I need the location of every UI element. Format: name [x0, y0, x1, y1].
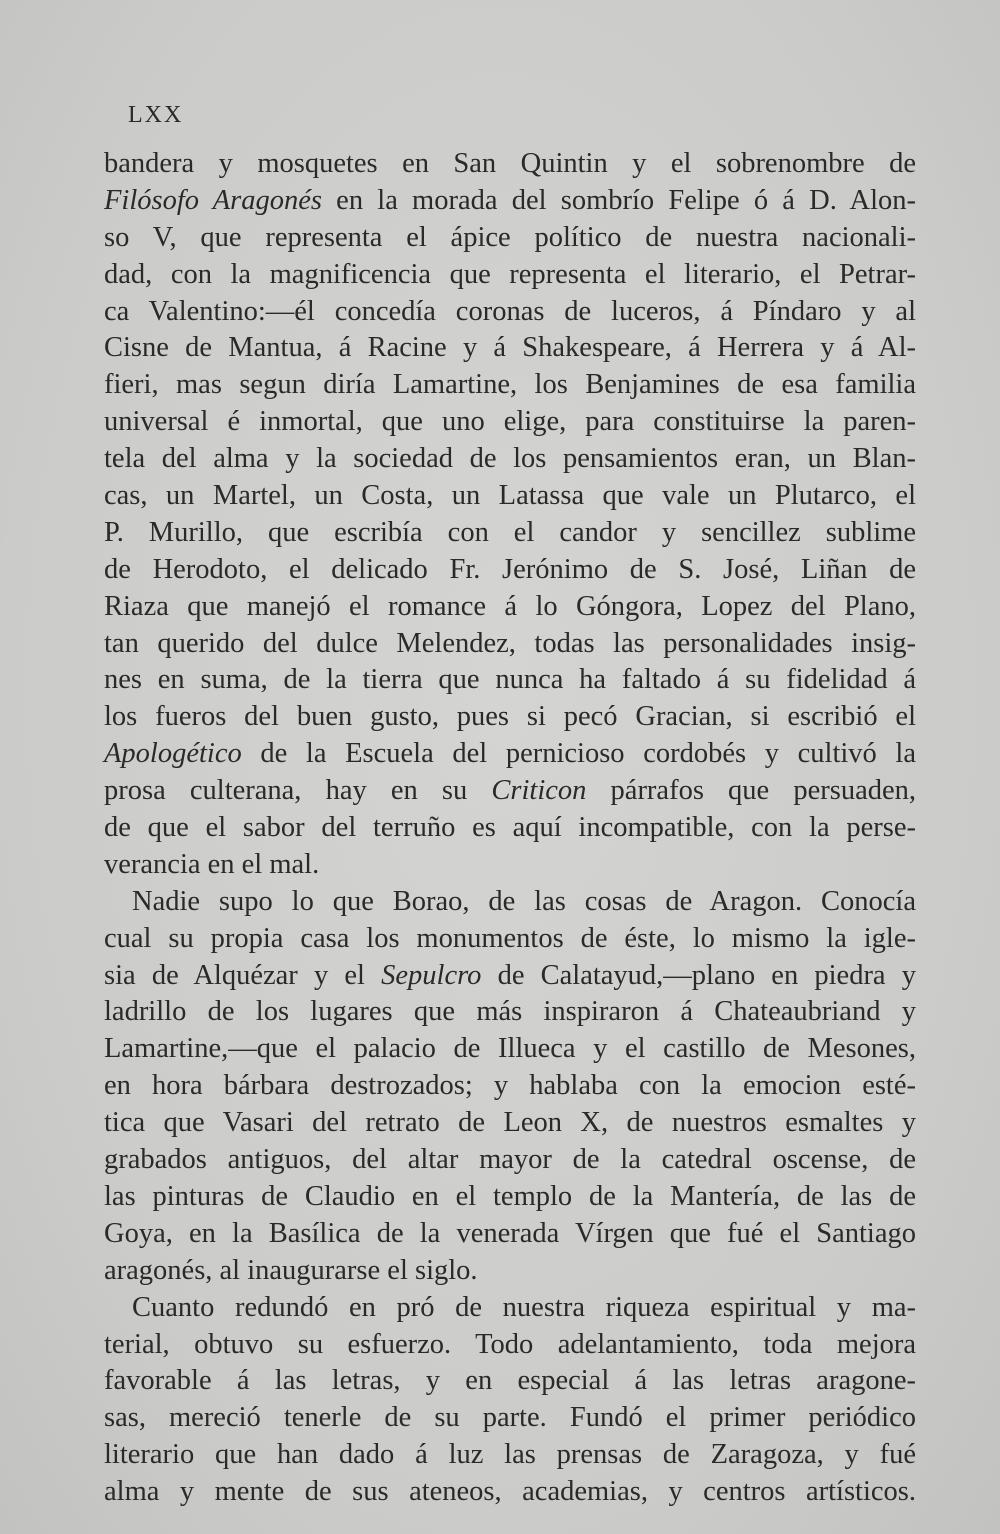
text-line	[104, 1327, 916, 1364]
text-run: cual su propia casa los monumentos de éste, lo mismo la igle-	[104, 922, 916, 954]
text-run: ladrillo de los lugares que más inspiraron á Chateaubriand y	[104, 996, 916, 1028]
text-run: P. Murillo, que escribía con el candor y sencillez sublime	[104, 516, 916, 548]
text-line	[104, 1216, 916, 1253]
text-line	[104, 330, 916, 367]
text-run: dad, con la magnificencia que representa el literario, el Petrar-	[104, 258, 916, 290]
italic-title: Apologético	[104, 738, 242, 770]
text-run: so V, que representa el ápice político de nuestra nacionali-	[104, 221, 916, 253]
text-line	[104, 958, 916, 995]
text-run: cas, un Martel, un Costa, un Latassa que vale un Plutarco, el	[104, 480, 916, 512]
text-line	[104, 404, 916, 441]
text-line	[104, 1105, 916, 1142]
text-run: terial, obtuvo su esfuerzo. Todo adelantamiento, toda mejora	[104, 1328, 916, 1360]
text-run: universal é inmortal, que uno elige, para constituirse la paren-	[104, 406, 916, 438]
text-run: tica que Vasari del retrato de Leon X, de nuestros esmaltes y	[104, 1107, 916, 1139]
text-line	[104, 441, 916, 478]
text-line	[104, 146, 916, 183]
text-line	[104, 515, 916, 552]
text-line	[104, 294, 916, 331]
text-run: de Herodoto, el delicado Fr. Jerónimo de S. José, Liñan de	[104, 553, 916, 585]
text-line	[104, 220, 916, 257]
text-run: los fueros del buen gusto, pues si pecó Gracian, si escribió el	[104, 701, 916, 733]
text-run: Lamartine,—que el palacio de Illueca y el castillo de Mesones,	[104, 1033, 916, 1065]
text-line	[104, 1474, 916, 1511]
text-run: ca Valentino:—él concedía coronas de luceros, á Píndaro y al	[104, 295, 916, 327]
text-run: verancia en el mal.	[104, 848, 320, 880]
text-run: fieri, mas segun diría Lamartine, los Benjamines de esa familia	[104, 369, 916, 401]
text-line	[104, 1031, 916, 1068]
text-run: Riaza que manejó el romance á lo Góngora, Lopez del Plano,	[104, 590, 916, 622]
italic-title: Sepulcro	[381, 959, 482, 991]
text-run: Cuanto redundó en pró de nuestra riqueza espiritual y ma-	[132, 1291, 916, 1323]
text-run: bandera y mosquetes en San Quintin y el sobrenombre de	[104, 148, 916, 179]
text-line	[104, 1363, 916, 1400]
text-line	[104, 1400, 916, 1437]
text-run: prosa culterana, hay en su	[104, 775, 492, 807]
text-line	[104, 478, 916, 515]
text-line	[104, 257, 916, 294]
text-run: párrafos que persuaden,	[586, 775, 916, 807]
text-run: sia de Alquézar y el	[104, 959, 382, 991]
italic-title: Criticon	[491, 775, 587, 807]
text-run: aragonés, al inaugurarse el siglo.	[104, 1254, 478, 1286]
text-line	[104, 1142, 916, 1179]
text-run: tan querido del dulce Melendez, todas las personalidades insig-	[104, 627, 916, 659]
text-line	[104, 994, 916, 1031]
body-text	[104, 146, 916, 1511]
text-run: nes en suma, de la tierra que nunca ha faltado á su fidelidad á	[104, 664, 916, 696]
text-line	[104, 1253, 916, 1290]
text-line	[104, 183, 916, 220]
text-run: de la Escuela del pernicioso cordobés y cultivó la	[241, 738, 916, 770]
text-run: favorable á las letras, y en especial á las letras aragone-	[104, 1365, 916, 1397]
text-run: Goya, en la Basílica de la venerada Vírgen que fué el Santiago	[104, 1217, 916, 1249]
text-line	[104, 1290, 916, 1327]
text-run: Nadie supo lo que Borao, de las cosas de Aragon. Conocía	[132, 885, 916, 917]
text-run: literario que han dado á luz las prensas de Zaragoza, y fué	[104, 1439, 916, 1471]
italic-title: Filósofo Aragonés	[104, 184, 322, 216]
text-line	[104, 589, 916, 626]
text-line	[104, 699, 916, 736]
text-run: grabados antiguos, del altar mayor de la catedral oscense, de	[104, 1144, 916, 1176]
text-line	[104, 552, 916, 589]
text-run: en la morada del sombrío Felipe ó á D. Alon-	[321, 184, 916, 216]
text-line	[104, 626, 916, 663]
text-line	[104, 662, 916, 699]
text-line	[104, 773, 916, 810]
text-line	[104, 884, 916, 921]
text-line	[104, 367, 916, 404]
text-run: Cisne de Mantua, á Racine y á Shakespeare, á Herrera y á Al-	[104, 332, 916, 364]
text-line	[104, 1068, 916, 1105]
text-line	[104, 1437, 916, 1474]
text-line	[104, 810, 916, 847]
text-run: en hora bárbara destrozados; y hablaba con la emocion esté-	[104, 1070, 916, 1102]
page-number: LXX	[128, 102, 184, 128]
text-run: de que el sabor del terruño es aquí incompatible, con la perse-	[104, 812, 916, 844]
text-line	[104, 921, 916, 958]
text-line	[104, 736, 916, 773]
text-run: alma y mente de sus ateneos, academias, y centros artísticos.	[104, 1476, 916, 1508]
text-line	[104, 1179, 916, 1216]
text-line	[104, 847, 916, 884]
text-run: las pinturas de Claudio en el templo de la Mantería, de las de	[104, 1180, 916, 1212]
text-run: tela del alma y la sociedad de los pensamientos eran, un Blan-	[104, 443, 916, 475]
text-run: sas, mereció tenerle de su parte. Fundó el primer periódico	[104, 1402, 916, 1434]
text-run: de Calatayud,—plano en piedra y	[481, 959, 917, 991]
